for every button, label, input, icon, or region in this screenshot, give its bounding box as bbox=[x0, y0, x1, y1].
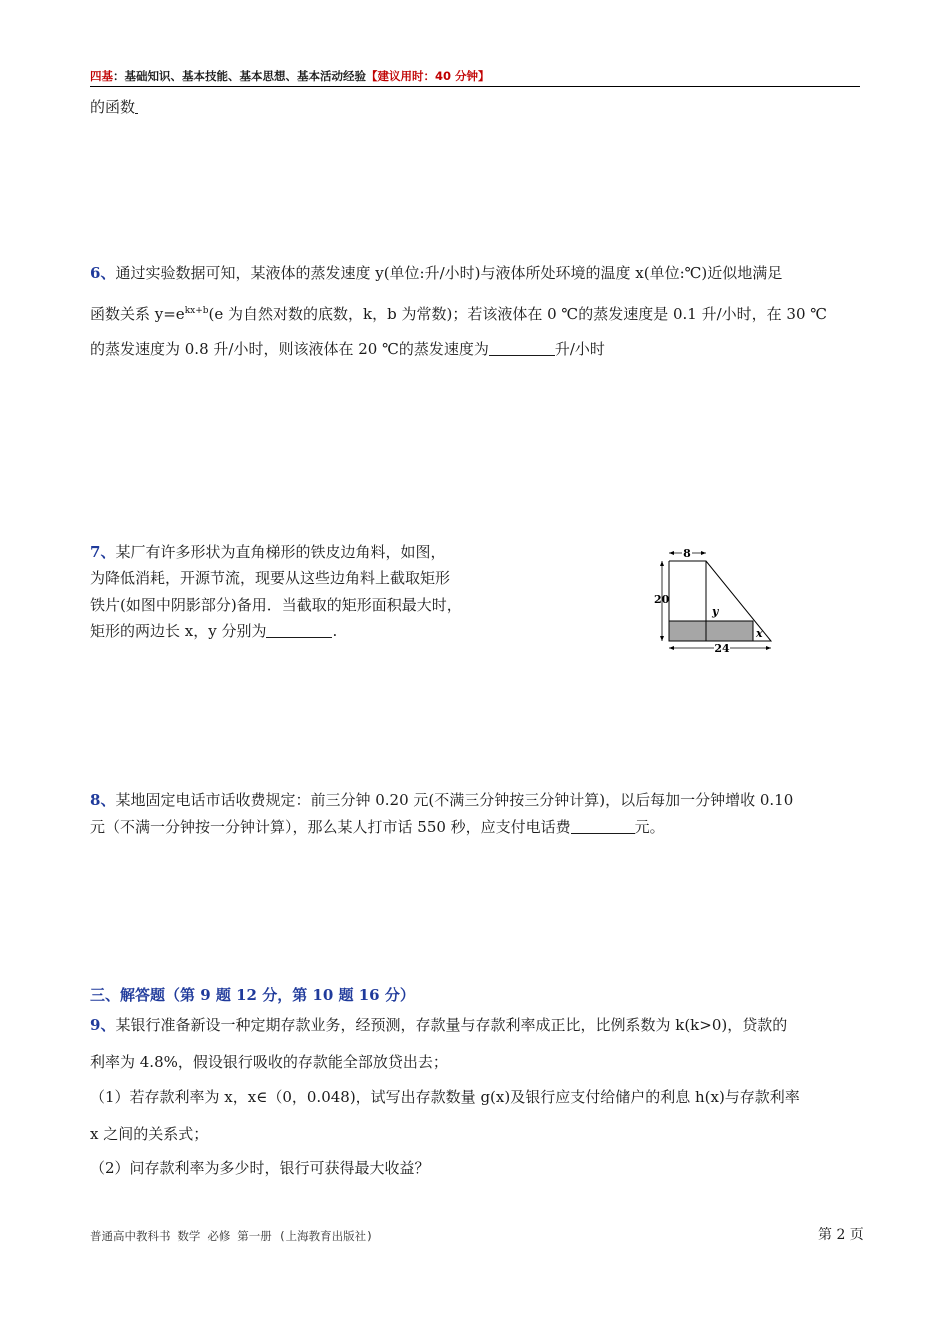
left-arrow-top bbox=[660, 561, 664, 566]
q7-line2: 为降低消耗，开源节流，现要从这些边角料上截取矩形 bbox=[90, 569, 451, 587]
header-divider bbox=[90, 86, 860, 87]
q9-line2: 利率为 4.8%，假设银行吸收的存款能全部放贷出去； bbox=[90, 1053, 448, 1071]
q9-sep: 、 bbox=[100, 1016, 116, 1034]
carryover-blank bbox=[135, 98, 138, 114]
q7-line4b: . bbox=[332, 622, 338, 640]
header-title: ：基础知识、基本技能、基本思想、基本活动经验 bbox=[113, 69, 366, 83]
trapezoid-figure bbox=[650, 545, 780, 655]
q6-exponent: kx+b bbox=[184, 306, 209, 316]
header-prefix: 四基 bbox=[90, 69, 113, 83]
figure-label-bottom: 24 bbox=[714, 642, 730, 655]
figure-label-x: x bbox=[756, 627, 763, 640]
section3-title: 三、解答题（第 9 题 12 分，第 10 题 16 分） bbox=[90, 986, 415, 1004]
figure-label-top: 8 bbox=[683, 547, 691, 560]
q6-line1 bbox=[90, 263, 782, 283]
q8-line1 bbox=[90, 790, 793, 810]
top-arrow-right bbox=[701, 551, 706, 555]
header-time-hint: 【建议用时：40 分钟】 bbox=[366, 69, 490, 83]
footer-page-number: 第 2 页 bbox=[818, 1227, 864, 1243]
bottom-arrow-right bbox=[766, 646, 771, 650]
q7-number: 7 bbox=[90, 543, 101, 561]
q8-line2a: 元（不满一分钟按一分钟计算），那么某人打市话 550 秒，应支付电话费 bbox=[90, 818, 571, 836]
q6-line2 bbox=[90, 301, 827, 324]
q6-line1-text: 通过实验数据可知，某液体的蒸发速度 y(单位:升/小时)与液体所处环境的温度 x(单位:℃)近似地满足 bbox=[115, 264, 783, 282]
figure-label-left: 20 bbox=[654, 593, 670, 606]
q9-line1-text: 某银行准备新设一种定期存款业务，经预测，存款量与存款利率成正比，比例系数为 k(k>0)，贷款的 bbox=[115, 1016, 788, 1034]
q8-sep: 、 bbox=[100, 791, 116, 809]
q7-line4a: 矩形的两边长 x，y 分别为 bbox=[90, 622, 267, 640]
carryover-text bbox=[90, 97, 138, 117]
top-arrow-left bbox=[669, 551, 674, 555]
q9-sub2: （2）问存款利率为多少时，银行可获得最大收益？ bbox=[90, 1159, 430, 1177]
q8-line1-text: 某地固定电话市话收费规定：前三分钟 0.20 元(不满三分钟按三分钟计算)，以后每加一分钟增收 0.10 bbox=[115, 791, 794, 809]
q6-line2a: 函数关系 y=e bbox=[90, 305, 185, 323]
footer-textbook: 普通高中教科书 数学 必修 第一册 (上海教育出版社) bbox=[90, 1229, 374, 1243]
q6-answer-blank[interactable] bbox=[489, 340, 555, 356]
q6-line3b: 升/小时 bbox=[554, 340, 605, 358]
q7-answer-blank[interactable] bbox=[266, 622, 332, 638]
q8-line2b: 元。 bbox=[634, 818, 665, 836]
q9-sub1-line1: （1）若存款利率为 x，x∈（0，0.048)，试写出存款数量 g(x)及银行应支付给储户的利息 h(x)与存款利率 bbox=[90, 1088, 800, 1106]
q6-line3 bbox=[90, 339, 605, 359]
q8-number: 8 bbox=[90, 791, 101, 809]
page-header bbox=[90, 68, 490, 84]
bottom-arrow-left bbox=[669, 646, 674, 650]
q9-number: 9 bbox=[90, 1016, 101, 1034]
q6-line2b: (e 为自然对数的底数，k，b 为常数)；若该液体在 0 ℃的蒸发速度是 0.1 升/小时，在 30 ℃ bbox=[208, 305, 828, 323]
q7-line1 bbox=[90, 542, 445, 562]
q7-sep: 、 bbox=[100, 543, 116, 561]
q6-number: 6 bbox=[90, 264, 101, 282]
q8-line2 bbox=[90, 817, 665, 837]
shaded-rectangle bbox=[669, 621, 753, 641]
q6-sep: 、 bbox=[100, 264, 116, 282]
left-arrow-bottom bbox=[660, 636, 664, 641]
q6-line3a: 的蒸发速度为 0.8 升/小时，则该液体在 20 ℃的蒸发速度为 bbox=[90, 340, 489, 358]
q8-answer-blank[interactable] bbox=[571, 818, 635, 834]
q7-line1-text: 某厂有许多形状为直角梯形的铁皮边角料，如图， bbox=[115, 543, 446, 561]
q9-line1 bbox=[90, 1015, 787, 1035]
q7-line3: 铁片(如图中阴影部分)备用．当截取的矩形面积最大时， bbox=[90, 596, 462, 614]
figure-label-y: y bbox=[712, 605, 719, 618]
q7-line4 bbox=[90, 621, 337, 641]
q9-sub1-line2: x 之间的关系式； bbox=[90, 1125, 209, 1143]
carryover-label: 的函数 bbox=[90, 98, 136, 116]
